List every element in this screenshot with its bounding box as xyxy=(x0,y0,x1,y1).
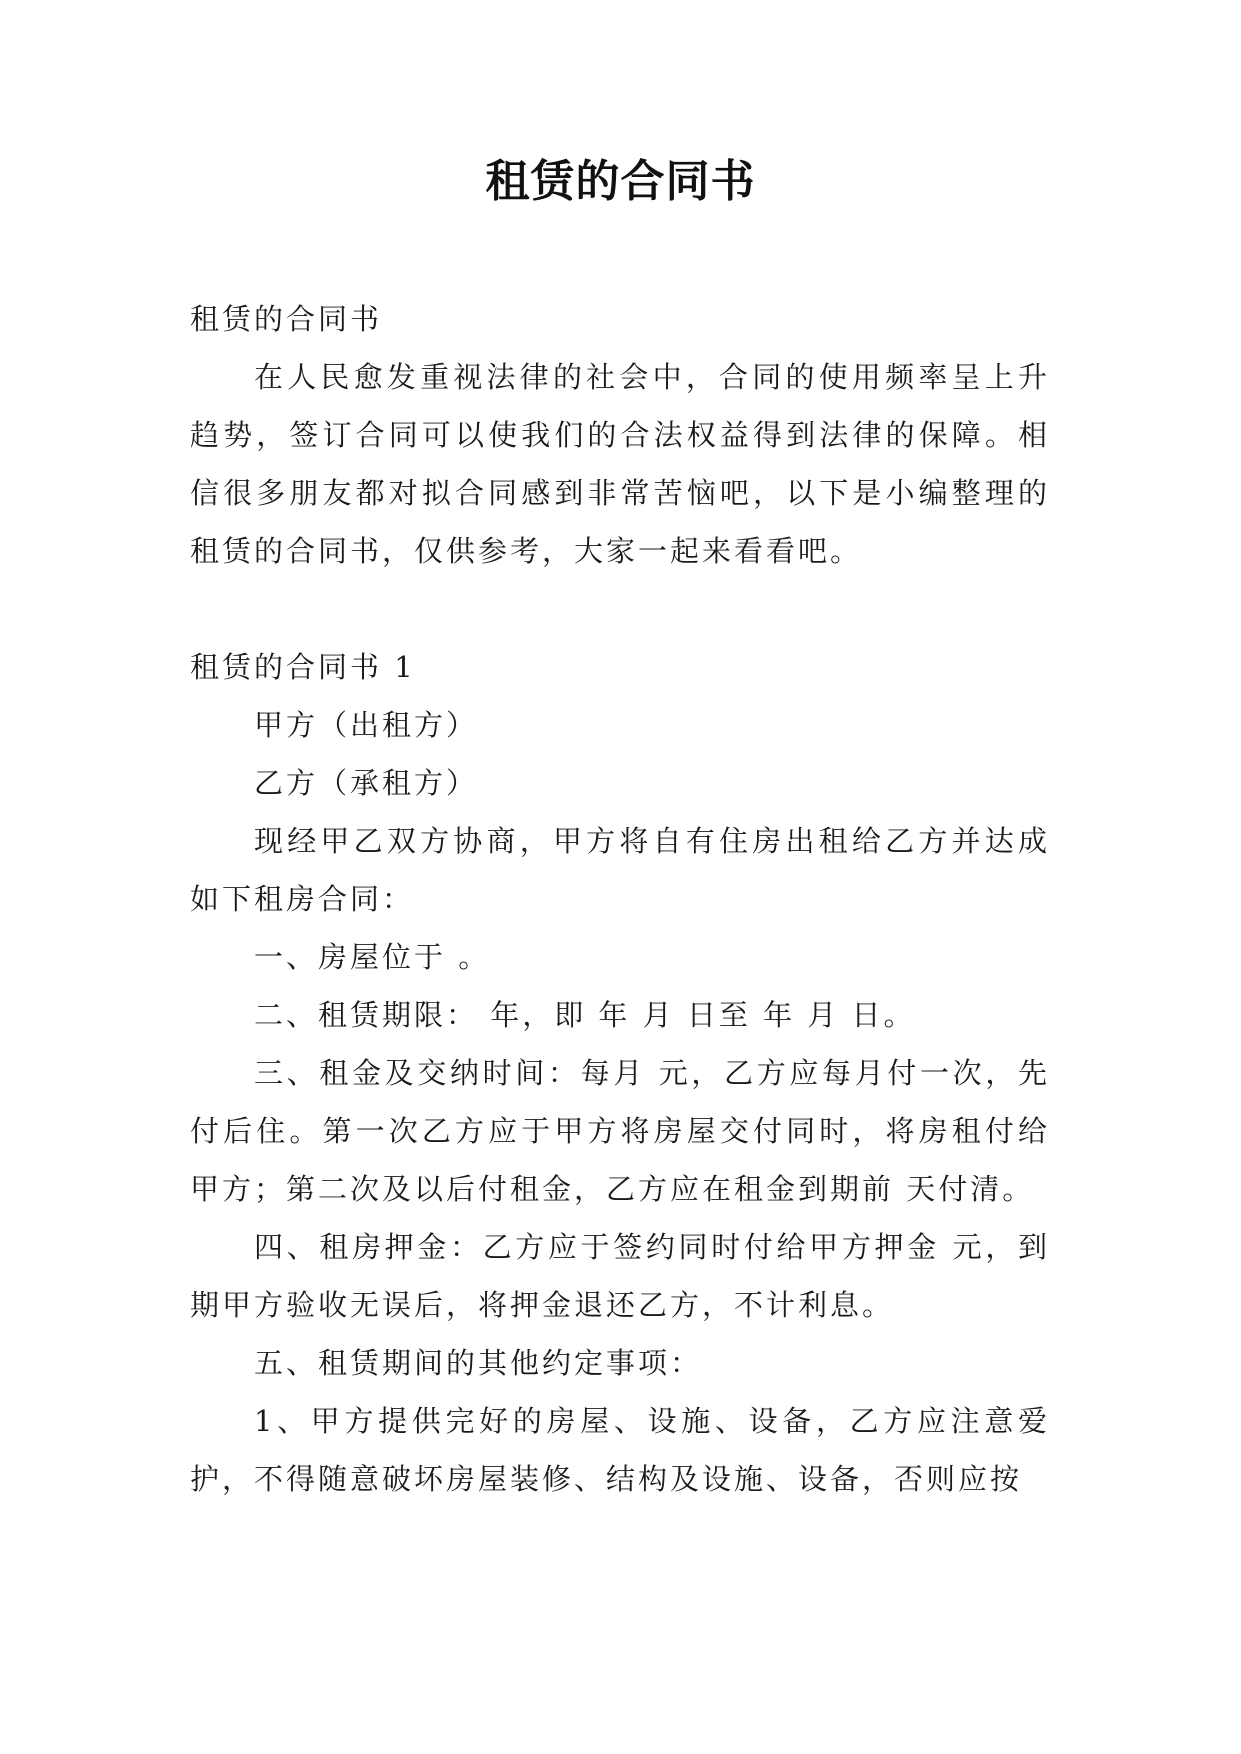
document-body xyxy=(190,290,1050,1508)
clause-2-term: 二、租赁期限： 年，即 年 月 日至 年 月 日。 xyxy=(254,998,916,1032)
party-a-line: 甲方（出租方） xyxy=(254,708,479,742)
contract-heading: 租赁的合同书 1 xyxy=(190,650,416,684)
clause-3-rent: 三、租金及交纳时间：每月 元，乙方应每月付一次，先付后住。第一次乙方应于甲方将房屋交付同时，将房租付给甲方；第二次及以后付租金，乙方应在租金到期前 天付清。 xyxy=(190,1056,1050,1206)
agreement-paragraph: 现经甲乙双方协商，甲方将自有住房出租给乙方并达成如下租房合同： xyxy=(190,824,1050,916)
clause-1-location: 一、房屋位于 。 xyxy=(254,940,491,974)
party-b-line: 乙方（承租方） xyxy=(254,766,479,800)
intro-heading: 租赁的合同书 xyxy=(190,302,383,336)
clause-5-other: 五、租赁期间的其他约定事项： xyxy=(254,1346,703,1380)
clause-5-item-1: 1、甲方提供完好的房屋、设施、设备，乙方应注意爱护，不得随意破坏房屋装修、结构及设施、设备，否则应按 xyxy=(190,1404,1050,1496)
document-title: 租赁的合同书 xyxy=(485,156,756,207)
intro-paragraph: 在人民愈发重视法律的社会中，合同的使用频率呈上升趋势，签订合同可以使我们的合法权益得到法律的保障。相信很多朋友都对拟合同感到非常苦恼吧，以下是小编整理的租赁的合同书，仅供参考，大家一起来看看吧。 xyxy=(190,360,1050,568)
clause-4-deposit: 四、租房押金：乙方应于签约同时付给甲方押金 元，到期甲方验收无误后，将押金退还乙方，不计利息。 xyxy=(190,1230,1050,1322)
